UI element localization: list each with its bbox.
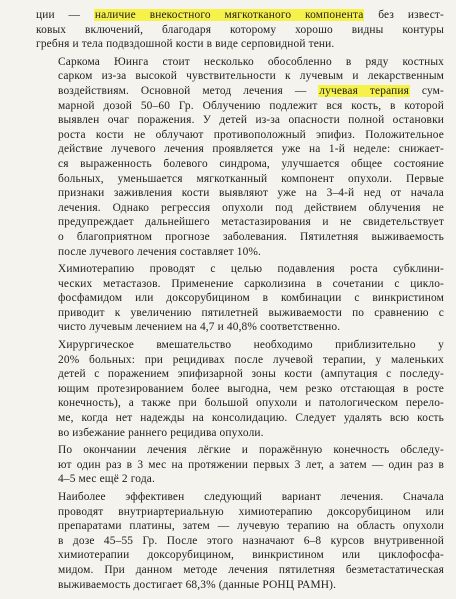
text-line [36,245,444,260]
text-line [36,578,444,593]
text-line [36,84,444,99]
text-segment: 4–5 мес ещё 2 года. [58,473,155,486]
text-line [36,320,444,335]
text-segment: По окончании лечения лёгкие и поражённую конечность обследу- [58,444,444,457]
text-segment: действие лучевого лечения проявляется уже на 1-й неделе: снижает- [58,143,444,156]
text-line [36,396,444,411]
text-segment: ся выраженность болевого синдрома, улучшается общее состояние [58,157,444,170]
text-segment: выживаемость достигает 68,3% (данные РОНЦ РАМН). [58,578,337,591]
text-segment: ме, когда нет надежды на консолидацию. Следует удалять всю кость [58,412,444,425]
text-segment: без извест- [364,9,444,21]
text-segment: Наиболее эффективен следующий вариант лечения. Сначала [58,491,444,503]
text-line [36,201,444,216]
text-line [36,519,444,534]
text-line [36,291,444,306]
text-line [36,443,444,458]
text-line [36,458,444,473]
text-line [36,534,444,549]
text-line [36,230,444,245]
highlighted-text: наличие внекостного мягкотканого компонента [94,9,364,21]
text-line [36,99,444,114]
text-segment: после лучевого лечения составляет 10%. [58,245,262,258]
text-segment: проводят внутриартериальную химиотерапию доксорубицином или [58,505,444,518]
text-line [36,563,444,578]
text-segment: предупреждает дальнейшего метастазирования и не свидетельствует [58,216,444,229]
text-segment: сум- [410,84,444,97]
text-line [36,548,444,563]
paragraph [36,262,444,335]
text-line [36,8,444,23]
text-segment: Хирургическое вмешательство необходимо приблизительно у [58,339,444,352]
text-segment: в дозе 45–55 Гр. После этого назначают 6–8 курсов внутривенной [58,534,444,547]
paragraph [36,490,444,592]
text-line [36,367,444,382]
text-line [36,23,444,38]
text-line [36,505,444,520]
text-line [36,382,444,397]
text-segment: воздействиям. Основной метод лечения — [58,84,319,97]
text-line [36,113,444,128]
text-segment: выявлен очаг поражения. У детей из-за опасности полной остановки [58,114,444,127]
text-line [36,142,444,157]
text-line [36,306,444,321]
text-segment: препаратами платины, затем — лучевую терапию на область опухоли [58,520,444,533]
text-segment: Химиотерапию проводят с целью подавления роста субклини- [58,263,444,276]
text-segment: ют один раз в 3 мес на протяжении первых 3 лет, а затем — один раз в [58,458,444,471]
text-line [36,172,444,187]
text-line [36,186,444,201]
text-segment: ции — [36,9,94,21]
text-segment: химиотерапии доксорубицином, винкристином или циклофосфа- [58,549,444,562]
text-line [36,128,444,143]
text-line [36,262,444,277]
text-segment: конечность), а также при большой опухоли и патологическом перело- [58,397,444,410]
text-line [36,69,444,84]
text-line [36,426,444,441]
text-segment: 20% больных: при рецидивах после лучевой терапии, у маленьких [58,353,444,366]
text-segment: Саркома Юинга стоит несколько обособленно в ряду костных [58,55,444,68]
text-segment: мидом. При данном методе лечения пятилетняя безметастатическая [58,563,444,576]
text-segment: фосфамидом или доксорубицином в комбинации с винкристином [58,292,444,305]
text-segment: приводит к увеличению пятилетней выживаемости по сравнению с [58,306,444,319]
text-segment: сарком из-за высокой чувствительности к лучевым и лекарственным [58,70,444,83]
text-segment: гребня и тела подвздошной кости в виде серповидной тени. [36,38,335,51]
text-line [36,490,444,505]
text-segment: ющим протезированием более выгодна, чем резко отстающая в росте [58,382,444,395]
text-line [36,338,444,353]
text-segment: чисто лучевым лечением на 4,7 и 40,8% соответственно. [58,321,341,334]
text-line [36,353,444,368]
text-segment: детей с поражением эпифизарной зоны кости (ампутация с последу- [58,368,444,381]
text-segment: о благоприятном прогнозе заболевания. Пятилетняя выживаемость [58,230,444,243]
text-segment: во избежание раннего рецидива опухоли. [58,426,264,439]
text-segment: ческих метастазов. Применение сарколизина в сочетании с цикло- [58,277,444,290]
text-segment: признаки заживления кости выявляют уже на 3–4-й нед от начала [58,187,444,200]
text-segment: больных, уменьшается мягкотканный компонент опухоли. Первые [58,172,444,185]
text-segment: лечения. Однако регрессия опухоли под действием облучения не [58,201,444,214]
text-line [36,157,444,172]
text-line [36,215,444,230]
text-segment: роста кости не облучают противоположный эпифиз. Положительное [58,128,444,141]
text-line [36,55,444,70]
text-line [36,472,444,487]
paragraph [36,338,444,440]
paragraph [36,443,444,487]
text-line [36,411,444,426]
text-segment: ковых включений, благодаря которому хорошо видны контуры [36,23,444,36]
paragraph [36,55,444,259]
paragraph [36,8,444,52]
highlighted-text: лучевая терапия [319,84,410,97]
text-segment: марной дозой 50–60 Гр. Облучению подлежит вся кость, в которой [58,99,444,112]
text-line [36,37,444,52]
text-line [36,277,444,292]
